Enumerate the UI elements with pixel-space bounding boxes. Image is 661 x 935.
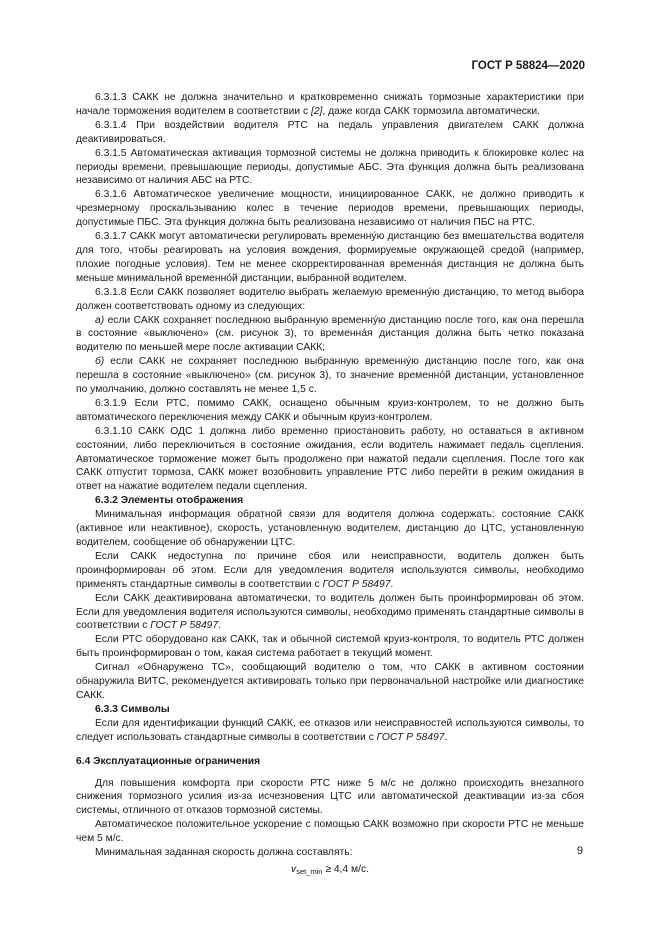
text-segment: Если САКК недоступна по причине сбоя или неисправности, водитель должен быть проинформирован об этом. Если для уведомления водителя используются символы, необходимо применять стандартные символы в соответствии с	[76, 550, 584, 590]
text-segment: ≥ 4,4 м/с.	[322, 863, 369, 875]
text-segment: 6.3.1.7 САКК могут автоматически регулировать временну́ю дистанцию без вмешательства водителя для того, чтобы реагировать на условия вождения, формируемые окружающей средой (например, плохие погодные условия). Тем не менее скорректированная временна́я дистанция не должна быть меньше минимальной временно́й дистанции, выбранной водителем.	[76, 231, 584, 284]
reference-text: ГОСТ Р 58497	[150, 620, 219, 632]
text-segment: Сигнал «Обнаружено ТС», сообщающий водителю о том, что САКК в активном состоянии обнаружила ВИТС, рекомендуется активировать только при первоначальной настройке или диагностике САКК.	[76, 662, 584, 701]
paragraph	[76, 91, 584, 119]
reference-text: v	[291, 863, 297, 875]
paragraph	[76, 147, 584, 189]
text-segment: Если для идентификации функций САКК, ее отказов или неисправностей используются символы, то следует использовать стандартные символы в соответствии с	[76, 717, 584, 743]
text-segment: если САКК не сохраняет последнюю выбранную временну́ю дистанцию после того, как она перешла в состояние «выключено» (см. рисунок 3), то значение временно́й дистанции, установленное по умолчанию, должно составлять не менее 1,5 с.	[76, 356, 584, 396]
paragraph	[76, 425, 584, 495]
text-segment: .	[390, 578, 394, 590]
subscript-text: set_min	[296, 866, 323, 876]
text-segment: Если РТС оборудовано как САКК, так и обычной системой круиз-контроля, то водитель РТС должен быть проинформирован о том, какая система работает в текущий момент.	[76, 634, 584, 660]
text-segment: .	[444, 731, 448, 743]
section-heading	[76, 755, 584, 769]
text-segment: 6.3.1.4 При воздействии водителя РТС на педаль управления двигателем САКК должна деактивироваться.	[76, 119, 584, 145]
reference-text: ГОСТ Р 58497	[322, 578, 391, 590]
paragraph	[76, 661, 584, 703]
reference-text: а)	[95, 314, 105, 326]
text-segment: .	[218, 620, 222, 632]
text-segment: Для повышения комфорта при скорости РТС ниже 5 м/с не должно происходить внезапного снижения тормозного усилия из-за исчезновения ЦТС или автоматической деактивации из-за сбоя системы, отличного от отказов тормозной системы.	[76, 777, 584, 817]
paragraph	[76, 777, 584, 819]
text-segment: 6.3.2 Элементы отображения	[95, 495, 244, 507]
paragraph	[76, 314, 584, 356]
paragraph	[76, 119, 584, 147]
paragraph	[76, 230, 584, 286]
text-segment: 6.3.1.10 САКК ОДС 1 должна либо временно приостановить работу, но оставаться в активном состоянии, либо переключиться в состояние ожидания, если водитель нажимает педаль сцепления. Автоматическое торможение может быть продолжено при нажатой педали сцепления. После того как САКК отпустит тормоза, САКК может возобновить управление РТС либо перейти в режим ожидания в ответ на нажатие водителем педали сцепления.	[76, 425, 584, 493]
text-segment: 6.4 Эксплуатационные ограничения	[76, 755, 261, 767]
paragraph	[76, 846, 584, 860]
text-segment: Минимальная информация обратной связи для водителя должна содержать: состояние САКК (активное или неактивное), скорость, установленную водителем, дистанцию до ЦТС, установленную водителем, сообщение об обнаружении ЦТС.	[76, 509, 584, 548]
paragraph	[76, 633, 584, 661]
paragraph	[76, 550, 584, 592]
paragraph	[76, 592, 584, 634]
formula	[76, 863, 584, 879]
text-segment: 6.3.1.3 САКК не должна значительно и кратковременно снижать тормозные характеристики при начале торможения водителем в соответствии с	[76, 92, 584, 117]
section-heading	[76, 494, 584, 508]
paragraph	[76, 818, 584, 846]
paragraph	[76, 188, 584, 230]
reference-text: б)	[95, 356, 105, 368]
text-segment: если САКК сохраняет последнюю выбранную временну́ю дистанцию после того, как она перешла в состояние «выключено» (см. рисунок 3), то временна́я дистанция должна быть четко показана водителю по меньшей мере после активации САКК;	[76, 314, 584, 354]
text-segment: Автоматическое положительное ускорение с помощью САКК возможно при скорости РТС не меньше чем 5 м/с.	[76, 819, 584, 845]
document-body	[76, 91, 584, 879]
text-segment: 6.3.1.9 Если РТС, помимо САКК, оснащено обычным круиз-контролем, то не должно быть автоматического переключения между САКК и обычным круиз-контролем.	[76, 397, 584, 423]
page-number: 9	[576, 845, 583, 857]
reference-text: ГОСТ Р 58497	[376, 731, 445, 743]
text-segment: Если САКК деактивирована автоматически, то водитель должен быть проинформирован об этом. Если для уведомления водителя используются символы, необходимо применять стандартные символы в соответствии с	[76, 592, 584, 632]
text-segment: , даже когда САКК тормозила автоматически.	[322, 105, 541, 117]
text-segment: 6.3.1.6 Автоматическое увеличение мощности, инициированное САКК, не должно приводить к чрезмерному проскальзыванию колес в течение периодов времени, превышающих периоды, допустимые ПБС. Эта функция должна быть реализована независимо от наличия ПБС на РТС.	[76, 189, 584, 229]
text-segment: 6.3.1.8 Если САКК позволяет водителю выбрать желаемую временну́ю дистанцию, то метод выбора должен соответствовать одному из следующих:	[76, 286, 584, 312]
paragraph	[76, 355, 584, 397]
paragraph	[76, 508, 584, 550]
reference-text: [2]	[310, 105, 323, 117]
paragraph	[76, 717, 584, 745]
paragraph	[76, 286, 584, 314]
document-id-header: ГОСТ Р 58824—2020	[471, 60, 585, 72]
text-segment: 6.3.3 Символы	[95, 703, 170, 715]
text-segment: Минимальная заданная скорость должна составлять:	[95, 847, 353, 859]
text-segment: 6.3.1.5 Автоматическая активация тормозной системы не должна приводить к блокировке колес на периоды времени, превышающие периоды, допустимые АБС. Эта функция должна быть реализована независимо от наличия АБС на РТС.	[76, 147, 584, 187]
paragraph	[76, 397, 584, 425]
section-heading	[76, 703, 584, 717]
